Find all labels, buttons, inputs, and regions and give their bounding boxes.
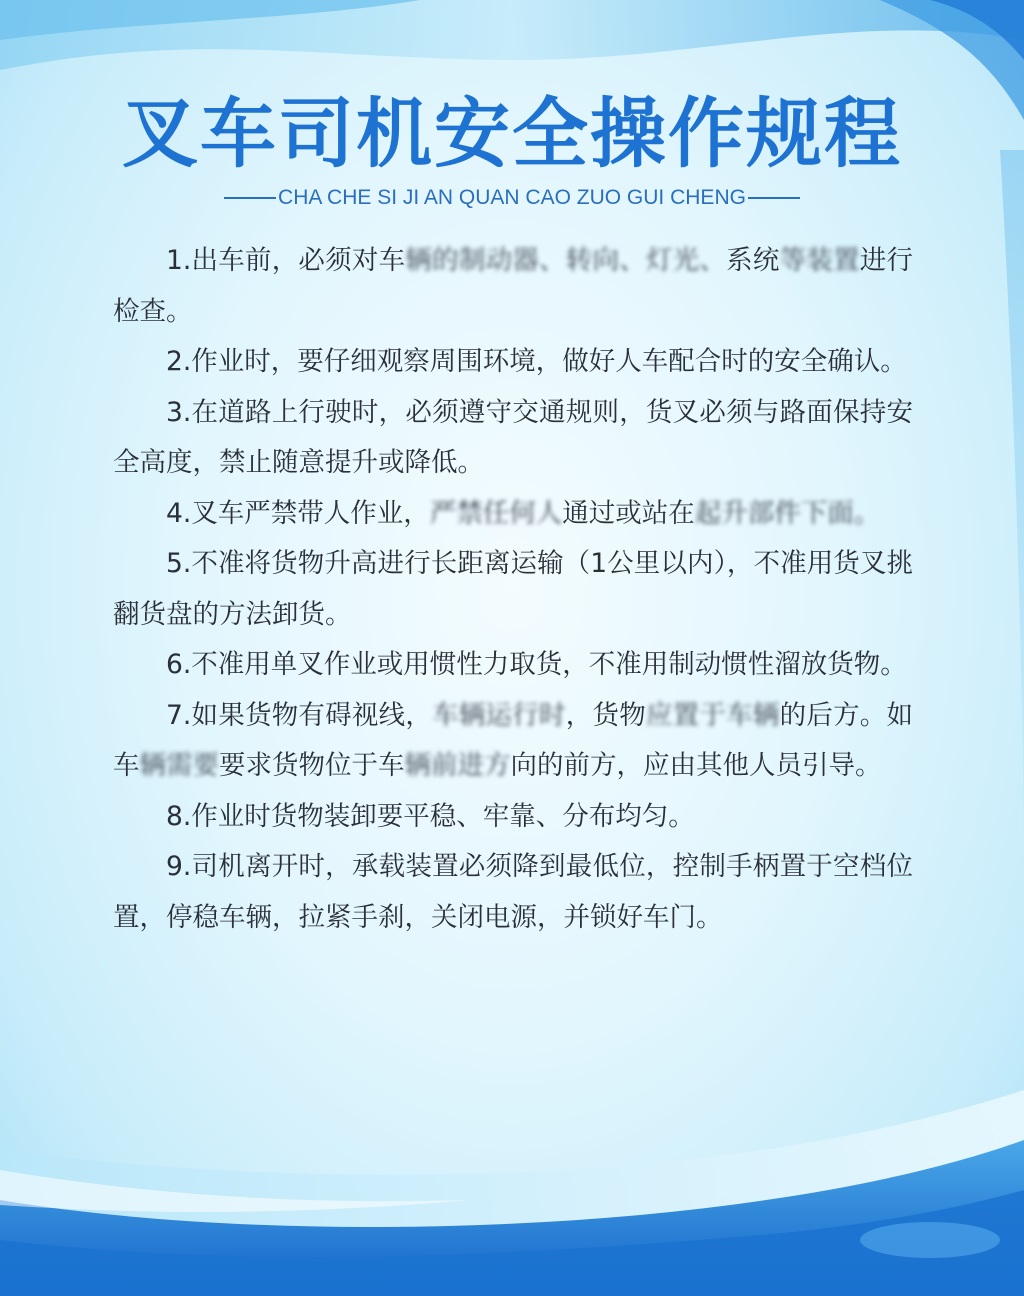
rule-text: 5.不准将货物升高进行长距离运输（1公里以内），不准用货叉挑翻货盘的方法卸货。	[113, 548, 913, 630]
rule-text: 8.作业时货物装卸要平稳、牢靠、分布均匀。	[166, 800, 695, 832]
rule-text: 的后方。如车	[113, 699, 914, 781]
rule-text-blurred: 辆需要	[139, 750, 219, 781]
rule-text: 2.作业时，要仔细观察周围环境，做好人车配合时的安全确认。	[166, 346, 907, 377]
rule-text: 9.司机离开时，承载装置必须降到最低位，控制手柄置于空档位置，停稳车辆，拉紧手刹，关闭电源，并锁好车门。	[113, 851, 913, 933]
rule-item-4	[113, 489, 913, 540]
rule-text: 系统	[726, 245, 780, 276]
rule-text: 要求货物位于车	[219, 750, 405, 781]
rule-text: 1.出车前，必须对车	[166, 245, 406, 276]
rule-text-blurred: 辆的制动器、转向、灯光、	[405, 245, 727, 276]
rule-text-blurred: 辆前进方	[404, 750, 511, 781]
rule-item-7	[113, 691, 913, 792]
subtitle-right-rule	[748, 197, 800, 199]
rule-item-9	[113, 842, 913, 943]
rule-item-2	[113, 337, 913, 388]
rule-item-1	[113, 236, 913, 337]
subtitle-row	[0, 182, 1024, 214]
rule-text: 向的前方，应由其他人员引导。	[510, 750, 882, 781]
rules-list	[113, 236, 913, 943]
rule-item-3	[113, 388, 913, 489]
subtitle-left-rule	[224, 197, 276, 199]
rule-item-6	[113, 640, 913, 691]
page-title: 叉车司机安全操作规程	[122, 89, 902, 178]
rule-item-5	[113, 539, 913, 640]
rule-text-blurred: 车辆运行时	[432, 699, 566, 731]
rule-text: 4.叉车严禁带人作业，	[166, 497, 430, 529]
rule-text-blurred: 等装置	[779, 245, 860, 276]
rule-text-blurred: 严禁任何人	[429, 497, 563, 529]
rule-text: 6.不准用单叉作业或用惯性力取货，不准用制动惯性溜放货物。	[166, 649, 907, 680]
rule-text-blurred: 起升部件下面。	[694, 497, 881, 529]
rule-text: 7.如果货物有碍视线，	[166, 699, 433, 731]
rule-text: ，货物	[565, 699, 646, 731]
rule-text: 3.在道路上行驶时，必须遵守交通规则，货叉必须与路面保持安全高度，禁止随意提升或降低。	[113, 396, 913, 478]
rule-text: 通过或站在	[562, 497, 695, 529]
rule-text-blurred: 应置于车辆	[645, 699, 780, 731]
rule-item-8	[113, 792, 913, 843]
rule-text: 进行检查。	[113, 245, 914, 327]
subtitle-pinyin: CHA CHE SI JI AN QUAN CAO ZUO GUI CHENG	[278, 186, 746, 209]
